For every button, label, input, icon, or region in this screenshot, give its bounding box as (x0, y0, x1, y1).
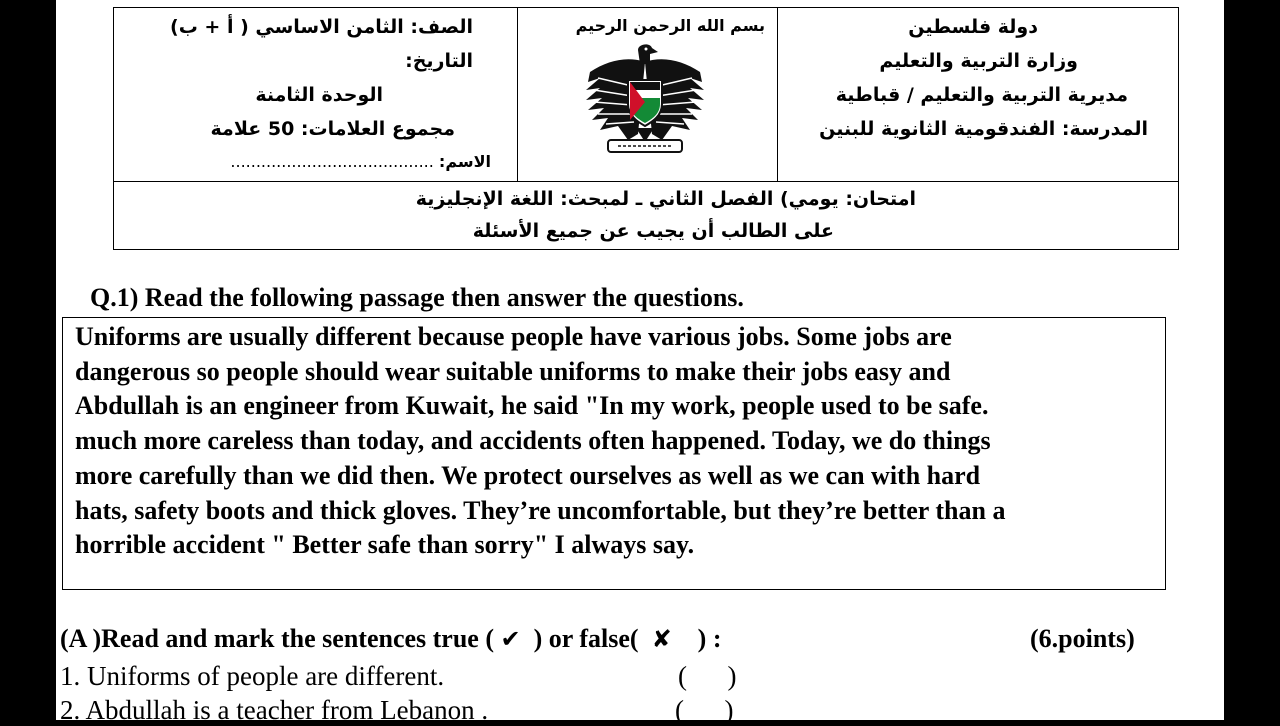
header-ministry-info (778, 8, 1178, 182)
partA-prefix: (A )Read and mark the sentences true ( (60, 624, 501, 653)
partA-mid: ) or false( (520, 624, 652, 653)
exam-title: امتحان: يومي) الفصل الثاني ـ لمبحث: اللغة الإنجليزية (415, 188, 916, 210)
ministry-name: وزارة التربية والتعليم (879, 50, 1078, 72)
date-label: التاريخ: (405, 50, 473, 72)
unit-label: الوحدة الثامنة (255, 84, 383, 106)
partA-instruction (60, 624, 722, 654)
question1-title: Q.1) Read the following passage then answer the questions. (90, 283, 744, 312)
partA-suffix: ) : (671, 624, 722, 653)
name-dots: ........................................ (230, 152, 434, 171)
check-mark-icon: ✔ (500, 625, 521, 653)
cross-mark-icon: ✘ (651, 625, 672, 653)
exam-instruction: على الطالب أن يجيب عن جميع الأسئلة (472, 220, 834, 242)
school-name: المدرسة: الفندقومية الثانوية للبنين (819, 118, 1148, 140)
total-marks: مجموع العلامات: 50 علامة (210, 118, 455, 140)
palestine-eagle-emblem-icon (578, 42, 712, 162)
header-exam-info (114, 182, 1178, 249)
passage-line: much more careless than today, and accidents often happened. Today, we do things (75, 426, 991, 456)
passage-line: dangerous so people should wear suitable uniforms to make their jobs easy and (75, 356, 951, 386)
partA-points: (6.points) (1030, 624, 1135, 653)
passage-line: horrible accident " Better safe than sorry" I always say. (75, 530, 695, 560)
passage-text (75, 320, 1165, 563)
basmala: بسم الله الرحمن الرحيم (575, 16, 765, 35)
passage-box (62, 317, 1166, 590)
name-field (230, 152, 491, 171)
answer-blank[interactable]: ( ) (678, 661, 737, 691)
name-label: الاسم: (438, 152, 491, 171)
header-class-info (114, 8, 518, 182)
passage-line: more carefully than we did then. We protect ourselves as well as we can with hard (75, 460, 981, 490)
passage-line: Abdullah is an engineer from Kuwait, he said "In my work, people used to be safe. (75, 391, 989, 421)
class-line: الصف: الثامن الاساسي ( أ + ب) (170, 16, 473, 38)
directorate-name: مديرية التربية والتعليم / قباطية (835, 84, 1128, 106)
passage-line: hats, safety boots and thick gloves. They’re uncomfortable, but they’re better than a (75, 495, 1006, 525)
passage-line: Uniforms are usually different because people have various jobs. Some jobs are (75, 322, 952, 351)
true-false-item: 2. Abdullah is a teacher from Lebanon . (60, 695, 489, 725)
header-emblem (518, 8, 778, 182)
exam-page (56, 0, 1224, 725)
true-false-item: 1. Uniforms of people are different. (60, 661, 445, 691)
answer-blank[interactable]: ( ) (675, 695, 734, 725)
state-name: دولة فلسطين (908, 16, 1038, 38)
header-table (113, 7, 1179, 250)
